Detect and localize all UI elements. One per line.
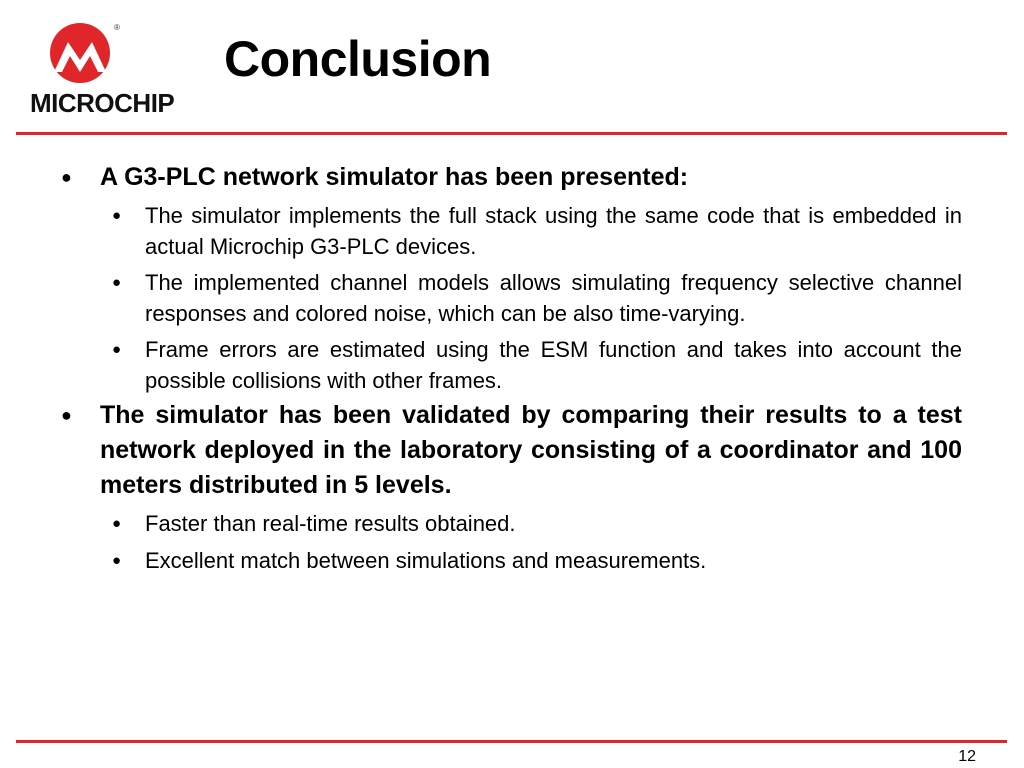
bullet-item: [56, 398, 962, 503]
sub-bullet-text: The implemented channel models allows simulating frequency selective channel responses and colored noise, which can be also time-varying.: [145, 270, 962, 326]
sub-bullet-text: Excellent match between simulations and measurements.: [145, 547, 707, 573]
sub-bullet-list: [56, 509, 962, 576]
bullet-list: [56, 160, 962, 578]
sub-bullet-dot-icon: ●: [112, 515, 122, 532]
sub-bullet-item: [56, 335, 962, 396]
sub-bullet-dot-icon: ●: [112, 341, 122, 358]
bottom-divider: [16, 740, 1007, 743]
bullet-text: The simulator has been validated by comparing their results to a test network deployed in the laboratory consisting of a coordinator and 100 meters distributed in 5 levels.: [100, 401, 962, 499]
sub-bullet-list: [56, 201, 962, 396]
sub-bullet-item: [56, 201, 962, 262]
microchip-logo-mark-icon: [24, 22, 144, 84]
sub-bullet-dot-icon: ●: [112, 551, 122, 569]
sub-bullet-text: Frame errors are estimated using the ESM function and takes into account the possible collisions with other frames.: [145, 337, 962, 393]
sub-bullet-text: Faster than real-time results obtained.: [145, 511, 516, 536]
sub-bullet-dot-icon: ●: [112, 274, 122, 291]
bullet-text: A G3-PLC network simulator has been presented:: [100, 163, 689, 191]
registered-mark: ®: [114, 23, 120, 32]
top-divider: [16, 132, 1007, 135]
page-title: Conclusion: [224, 31, 492, 87]
logo-wordmark: MICROCHIP: [30, 88, 175, 118]
sub-bullet-text: The simulator implements the full stack using the same code that is embedded in actual Microchip G3-PLC devices.: [145, 203, 962, 259]
sub-bullet-item: [56, 509, 962, 540]
page-number: 12: [958, 748, 976, 765]
bullet-dot-icon: ●: [61, 167, 72, 187]
microchip-logo: [24, 22, 196, 118]
bullet-item: [56, 160, 962, 195]
sub-bullet-item: [56, 546, 962, 577]
sub-bullet-item: [56, 268, 962, 329]
sub-bullet-dot-icon: ●: [112, 207, 122, 224]
bullet-dot-icon: ●: [61, 405, 72, 425]
